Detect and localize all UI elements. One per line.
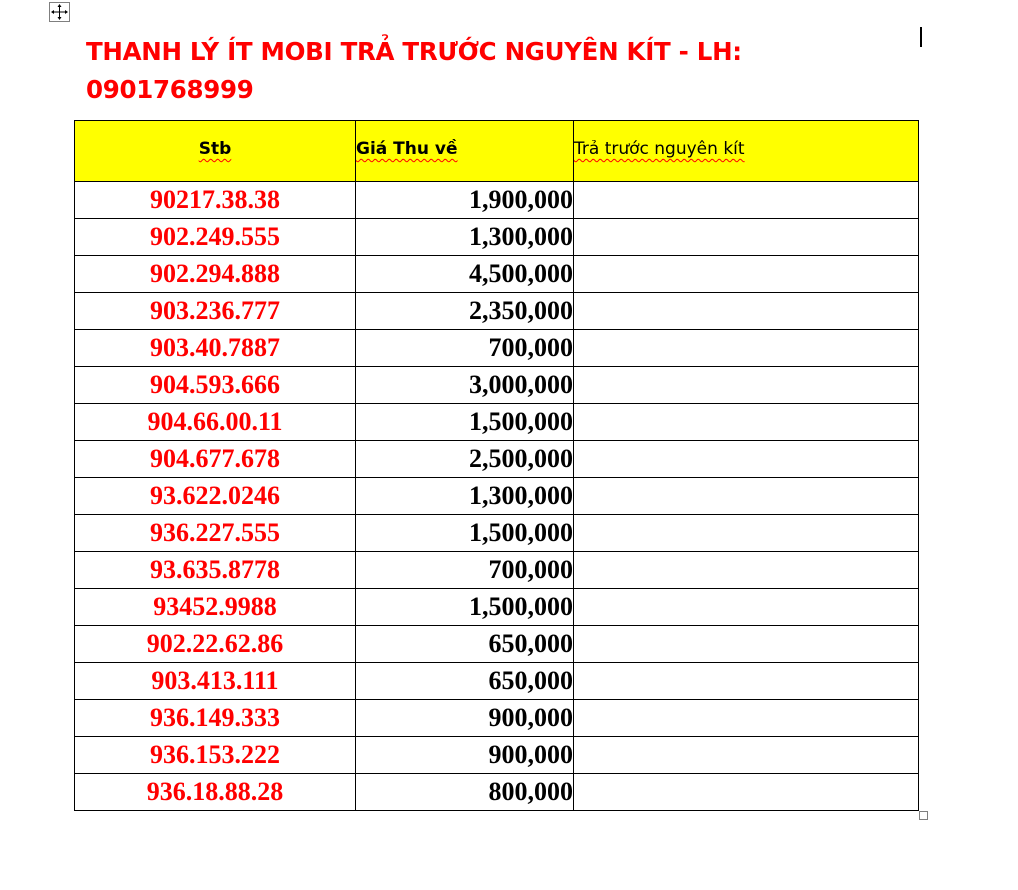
price-cell: 650,000 bbox=[356, 626, 574, 663]
prepaid-cell[interactable] bbox=[574, 515, 919, 552]
header-stb bbox=[75, 121, 356, 182]
phone-number-cell: 904.66.00.11 bbox=[75, 404, 356, 441]
prepaid-cell[interactable] bbox=[574, 552, 919, 589]
price-cell: 900,000 bbox=[356, 700, 574, 737]
price-cell: 4,500,000 bbox=[356, 256, 574, 293]
table-row bbox=[75, 515, 919, 552]
prepaid-cell[interactable] bbox=[574, 219, 919, 256]
header-price-label: Giá Thu về bbox=[356, 139, 458, 159]
phone-number-cell: 904.677.678 bbox=[75, 441, 356, 478]
prepaid-cell[interactable] bbox=[574, 404, 919, 441]
phone-number-cell: 902.294.888 bbox=[75, 256, 356, 293]
phone-number-cell: 902.22.62.86 bbox=[75, 626, 356, 663]
prepaid-cell[interactable] bbox=[574, 774, 919, 811]
header-stb-label: Stb bbox=[198, 139, 232, 159]
prepaid-cell[interactable] bbox=[574, 293, 919, 330]
table-row bbox=[75, 441, 919, 478]
phone-number-cell: 936.18.88.28 bbox=[75, 774, 356, 811]
table-row bbox=[75, 330, 919, 367]
price-cell: 2,500,000 bbox=[356, 441, 574, 478]
phone-number-cell: 903.236.777 bbox=[75, 293, 356, 330]
move-arrows-icon[interactable] bbox=[49, 2, 70, 22]
header-prepaid bbox=[574, 121, 919, 182]
resize-square-icon[interactable] bbox=[919, 811, 928, 820]
table-row bbox=[75, 626, 919, 663]
table-row bbox=[75, 478, 919, 515]
table-row bbox=[75, 552, 919, 589]
price-cell: 800,000 bbox=[356, 774, 574, 811]
table-row bbox=[75, 367, 919, 404]
text-cursor bbox=[920, 27, 922, 47]
phone-number-cell: 936.149.333 bbox=[75, 700, 356, 737]
prepaid-cell[interactable] bbox=[574, 663, 919, 700]
table-row bbox=[75, 256, 919, 293]
phone-number-cell: 903.40.7887 bbox=[75, 330, 356, 367]
header-prepaid-label: Trả trước nguyên kít bbox=[574, 139, 745, 159]
price-cell: 1,500,000 bbox=[356, 515, 574, 552]
price-cell: 1,500,000 bbox=[356, 589, 574, 626]
prepaid-cell[interactable] bbox=[574, 256, 919, 293]
prepaid-cell[interactable] bbox=[574, 330, 919, 367]
phone-number-price-table bbox=[74, 120, 919, 811]
phone-number-cell: 90217.38.38 bbox=[75, 182, 356, 219]
prepaid-cell[interactable] bbox=[574, 367, 919, 404]
table-row bbox=[75, 774, 919, 811]
prepaid-cell[interactable] bbox=[574, 737, 919, 774]
page-title: THANH LÝ ÍT MOBI TRẢ TRƯỚC NGUYÊN KÍT - LH: 0901768999 bbox=[86, 37, 742, 104]
table-row bbox=[75, 663, 919, 700]
phone-number-cell: 936.227.555 bbox=[75, 515, 356, 552]
phone-number-cell: 902.249.555 bbox=[75, 219, 356, 256]
table-header-row bbox=[75, 121, 919, 182]
price-cell: 900,000 bbox=[356, 737, 574, 774]
table-row bbox=[75, 404, 919, 441]
phone-number-cell: 936.153.222 bbox=[75, 737, 356, 774]
price-cell: 650,000 bbox=[356, 663, 574, 700]
price-cell: 1,900,000 bbox=[356, 182, 574, 219]
price-cell: 1,300,000 bbox=[356, 219, 574, 256]
prepaid-cell[interactable] bbox=[574, 441, 919, 478]
phone-number-cell: 93452.9988 bbox=[75, 589, 356, 626]
table-row bbox=[75, 293, 919, 330]
price-cell: 1,300,000 bbox=[356, 478, 574, 515]
phone-number-cell: 903.413.111 bbox=[75, 663, 356, 700]
prepaid-cell[interactable] bbox=[574, 182, 919, 219]
table-row bbox=[75, 700, 919, 737]
price-cell: 1,500,000 bbox=[356, 404, 574, 441]
price-cell: 700,000 bbox=[356, 330, 574, 367]
price-cell: 700,000 bbox=[356, 552, 574, 589]
phone-number-cell: 904.593.666 bbox=[75, 367, 356, 404]
header-price bbox=[356, 121, 574, 182]
table-row bbox=[75, 737, 919, 774]
phone-number-cell: 93.622.0246 bbox=[75, 478, 356, 515]
table-row bbox=[75, 182, 919, 219]
price-cell: 3,000,000 bbox=[356, 367, 574, 404]
prepaid-cell[interactable] bbox=[574, 626, 919, 663]
phone-number-cell: 93.635.8778 bbox=[75, 552, 356, 589]
table-row bbox=[75, 589, 919, 626]
prepaid-cell[interactable] bbox=[574, 589, 919, 626]
table-row bbox=[75, 219, 919, 256]
prepaid-cell[interactable] bbox=[574, 700, 919, 737]
prepaid-cell[interactable] bbox=[574, 478, 919, 515]
price-cell: 2,350,000 bbox=[356, 293, 574, 330]
table-body bbox=[75, 182, 919, 811]
